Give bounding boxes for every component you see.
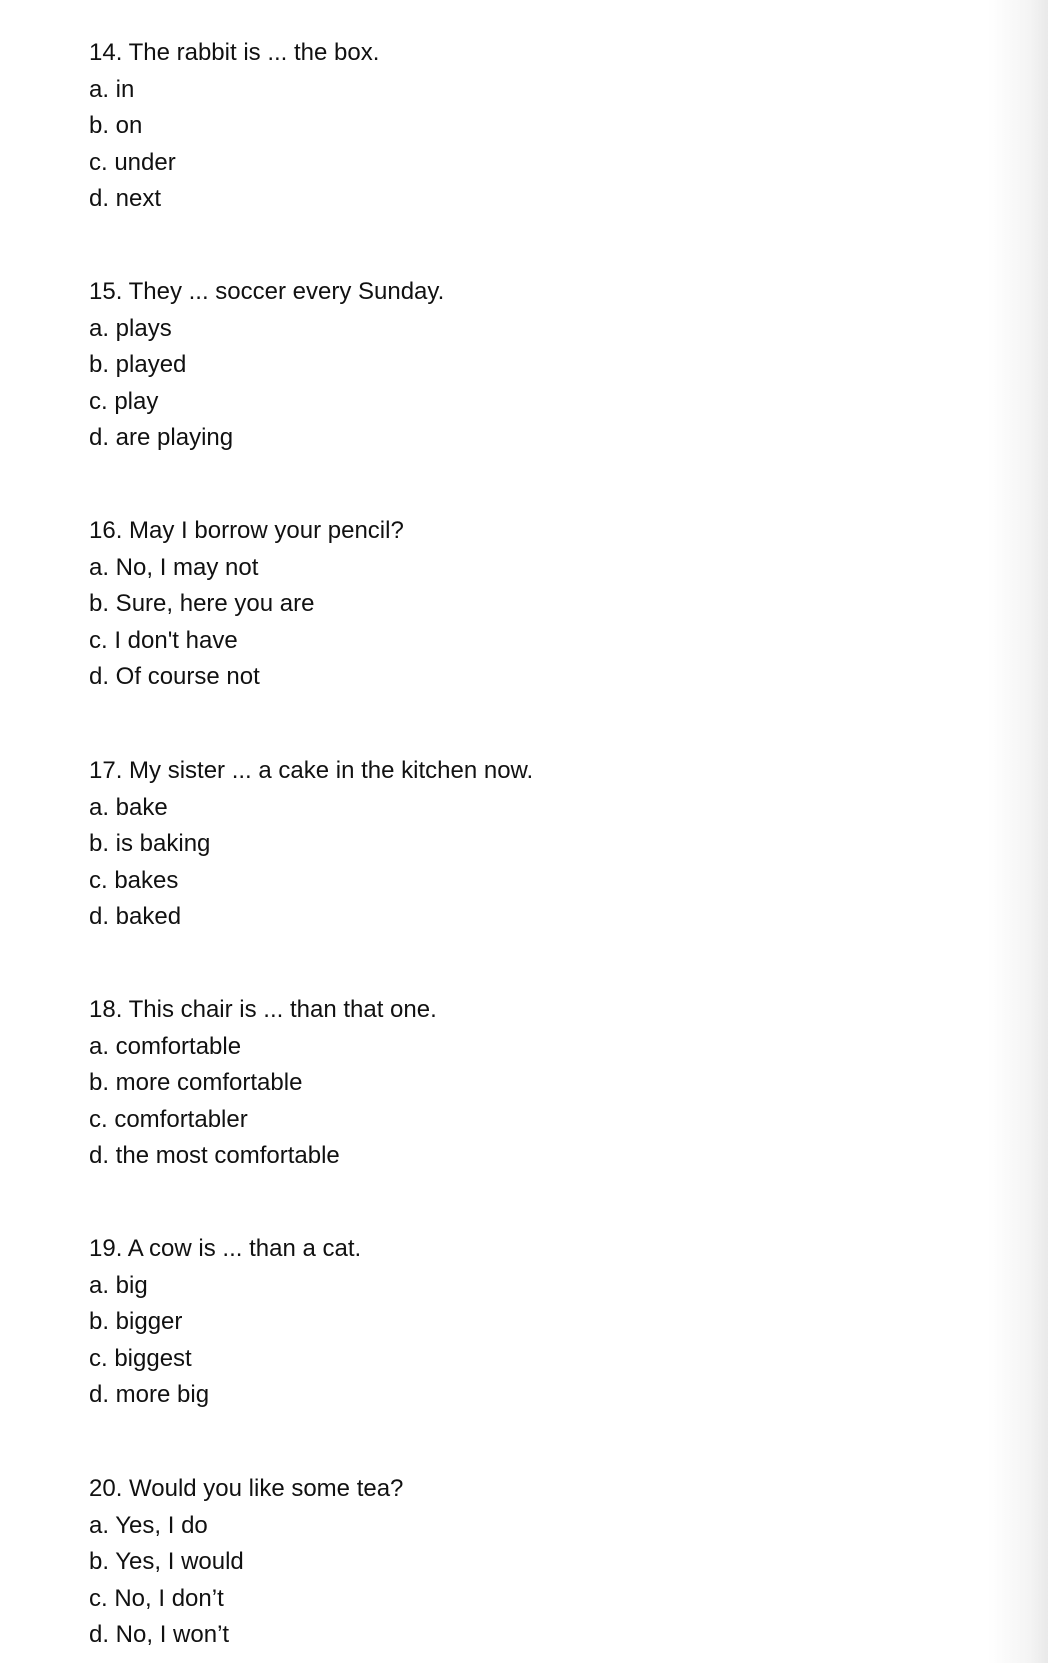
- option-a: a. Yes, I do: [89, 1511, 208, 1539]
- option-d: d. the most comfortable: [89, 1142, 340, 1170]
- option-c: c. under: [89, 148, 176, 176]
- question-prompt: 14. The rabbit is ... the box.: [89, 39, 380, 66]
- option-b: b. played: [89, 351, 187, 379]
- option-d: d. are playing: [89, 424, 234, 452]
- question-16: [89, 513, 889, 696]
- question-19: [89, 1231, 889, 1414]
- option-b: b. bigger: [89, 1308, 183, 1336]
- question-prompt: 18. This chair is ... than that one.: [89, 996, 437, 1023]
- option-d: d. No, I won’t: [89, 1621, 230, 1649]
- option-a: a. big: [89, 1271, 148, 1299]
- option-a: a. comfortable: [89, 1032, 242, 1060]
- option-d: d. Of course not: [89, 663, 260, 691]
- question-18: [89, 992, 889, 1175]
- question-prompt: 20. Would you like some tea?: [89, 1475, 404, 1502]
- option-a: a. in: [89, 75, 135, 103]
- option-b: b. on: [89, 112, 143, 140]
- question-prompt: 16. May I borrow your pencil?: [89, 517, 404, 544]
- question-prompt: 15. They ... soccer every Sunday.: [89, 278, 445, 305]
- option-d: d. more big: [89, 1381, 210, 1409]
- option-a: a. plays: [89, 314, 172, 342]
- question-prompt: 19. A cow is ... than a cat.: [89, 1235, 362, 1262]
- option-d: d. baked: [89, 903, 182, 931]
- question-prompt: 17. My sister ... a cake in the kitchen now.: [89, 757, 534, 784]
- option-a: a. No, I may not: [89, 553, 259, 581]
- question-20: [89, 1471, 889, 1654]
- question-15: [89, 274, 889, 457]
- option-b: b. Sure, here you are: [89, 590, 315, 618]
- option-b: b. is baking: [89, 830, 211, 858]
- option-d: d. next: [89, 185, 162, 213]
- option-b: b. more comfortable: [89, 1069, 303, 1097]
- page-edge-shadow: [988, 0, 1048, 1663]
- option-a: a. bake: [89, 793, 168, 821]
- option-c: c. No, I don’t: [89, 1584, 224, 1612]
- option-c: c. play: [89, 387, 159, 415]
- question-14: [89, 35, 889, 218]
- option-c: c. comfortabler: [89, 1105, 248, 1133]
- option-b: b. Yes, I would: [89, 1548, 244, 1576]
- option-c: c. I don't have: [89, 626, 238, 654]
- option-c: c. biggest: [89, 1344, 192, 1372]
- option-c: c. bakes: [89, 866, 179, 894]
- question-17: [89, 753, 889, 936]
